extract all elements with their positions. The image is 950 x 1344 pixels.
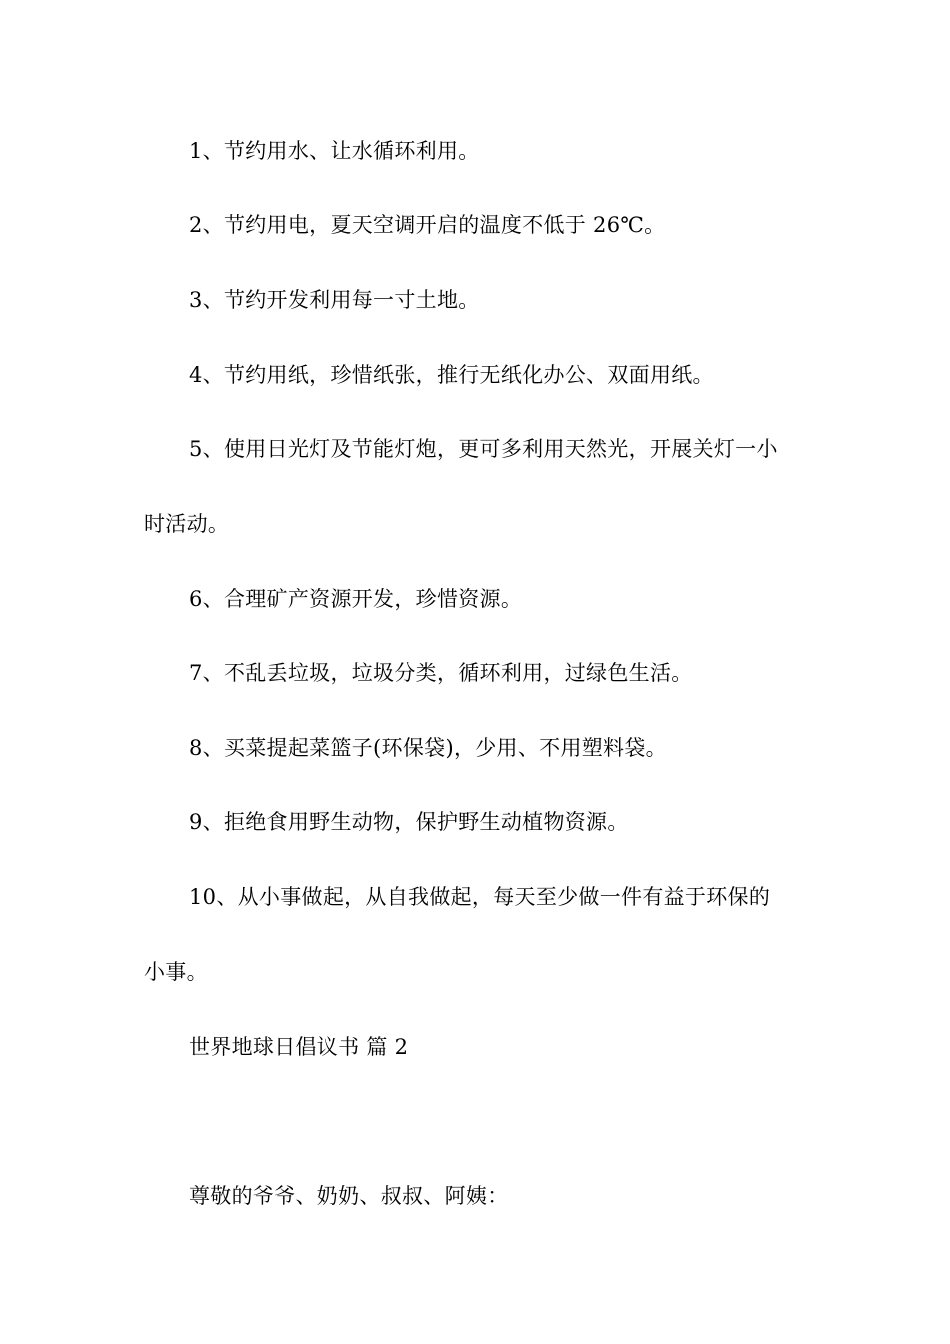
list-item: 6、合理矿产资源开发，珍惜资源。 bbox=[189, 587, 523, 611]
list-item: 8、买菜提起菜篮子(环保袋)，少用、不用塑料袋。 bbox=[189, 736, 667, 760]
list-item: 3、节约开发利用每一寸土地。 bbox=[189, 288, 480, 312]
list-item: 4、节约用纸，珍惜纸张，推行无纸化办公、双面用纸。 bbox=[189, 363, 714, 387]
list-item: 1、节约用水、让水循环利用。 bbox=[189, 139, 480, 163]
list-item: 7、不乱丢垃圾，垃圾分类，循环利用，过绿色生活。 bbox=[189, 661, 693, 685]
list-item: 10、从小事做起，从自我做起，每天至少做一件有益于环保的 bbox=[189, 885, 771, 909]
list-item: 5、使用日光灯及节能灯炮，更可多利用天然光，开展关灯一小 bbox=[189, 437, 778, 461]
list-item-continuation: 时活动。 bbox=[144, 512, 230, 536]
section-heading: 世界地球日倡议书 篇 2 bbox=[189, 1035, 409, 1059]
list-item: 9、拒绝食用野生动物，保护野生动植物资源。 bbox=[189, 810, 629, 834]
list-item-continuation: 小事。 bbox=[144, 960, 208, 984]
list-item: 2、节约用电，夏天空调开启的温度不低于 26℃。 bbox=[189, 213, 666, 237]
greeting: 尊敬的爷爷、奶奶、叔叔、阿姨： bbox=[189, 1184, 509, 1208]
